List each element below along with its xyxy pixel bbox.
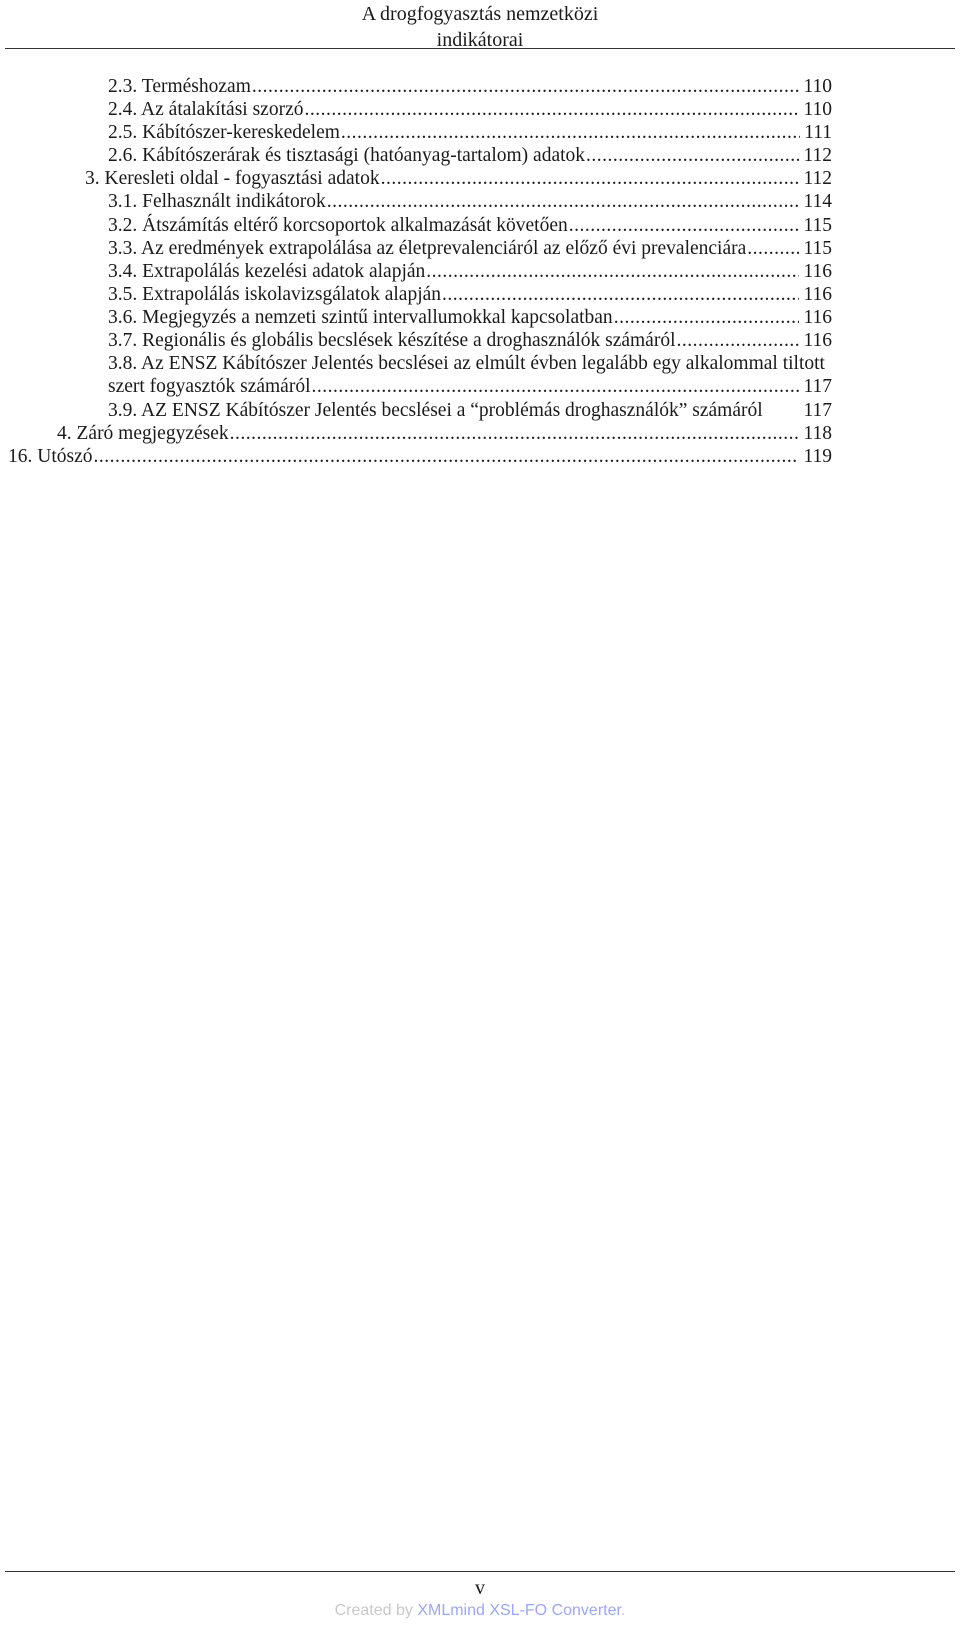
toc-leader-dots bbox=[426, 260, 799, 284]
toc-entry-title: 2.5. Kábítószer-kereskedelem bbox=[108, 122, 340, 143]
toc-leader-dots bbox=[230, 422, 800, 446]
footer-divider bbox=[5, 1571, 955, 1572]
toc-entry[interactable] bbox=[57, 422, 832, 446]
toc-entry-title: 3.1. Felhasznált indikátorok bbox=[108, 191, 326, 212]
toc-entry-page: 114 bbox=[803, 191, 832, 212]
toc-entry-title: 2.6. Kábítószerárak és tisztasági (hatóanyag-tartalom) adatok bbox=[108, 145, 586, 166]
toc-entry-title: 3.2. Átszámítás eltérő korcsoportok alkalmazását követően bbox=[108, 215, 568, 236]
toc-entry-page: 112 bbox=[803, 168, 832, 189]
toc-entry-page: 116 bbox=[803, 307, 832, 328]
running-header bbox=[0, 0, 960, 53]
toc-entry-title: 2.4. Az átalakítási szorzó bbox=[108, 99, 304, 120]
toc-entry-title: 3.5. Extrapolálás iskolavizsgálatok alapján bbox=[108, 284, 442, 305]
toc-leader-dots bbox=[94, 445, 800, 469]
toc-entry-continued[interactable] bbox=[108, 375, 832, 399]
toc-entry-page: 117 bbox=[803, 376, 832, 397]
toc-entry-page: 116 bbox=[803, 284, 832, 305]
toc-entry[interactable] bbox=[85, 167, 832, 191]
toc-leader-dots bbox=[586, 144, 799, 168]
toc-leader-dots bbox=[381, 167, 800, 191]
toc-entry[interactable] bbox=[108, 214, 832, 238]
toc-entry[interactable] bbox=[108, 237, 832, 261]
toc-entry-title: 3.3. Az eredmények extrapolálása az életprevalenciáról az előző évi prevalenciára bbox=[108, 238, 747, 259]
toc-entry-page: 110 bbox=[803, 76, 832, 97]
toc-entry-page: 115 bbox=[803, 215, 832, 236]
header-title-line1: A drogfogyasztás nemzetközi bbox=[361, 3, 599, 25]
toc-entry-page: 112 bbox=[803, 145, 832, 166]
toc-entry-page: 110 bbox=[803, 99, 832, 120]
toc-leader-dots bbox=[747, 237, 799, 261]
header-divider bbox=[5, 48, 955, 49]
toc-entry[interactable] bbox=[108, 98, 832, 122]
toc-entry-page: 117 bbox=[803, 400, 832, 421]
toc-leader-dots bbox=[327, 190, 800, 214]
toc-entry-title: 2.3. Terméshozam bbox=[108, 76, 251, 97]
credit-prefix: Created by bbox=[334, 1602, 418, 1619]
toc-entry[interactable] bbox=[108, 283, 832, 307]
toc-leader-dots bbox=[569, 214, 800, 238]
toc-entry-title-line2: szert fogyasztók számáról bbox=[108, 376, 311, 397]
toc-entry[interactable] bbox=[108, 75, 832, 99]
toc-entry-title-line1: 3.8. Az ENSZ Kábítószer Jelentés becslései az elmúlt évben legalább egy alkalommal tiltott bbox=[108, 353, 825, 374]
toc-leader-dots bbox=[312, 375, 800, 399]
toc-entry[interactable] bbox=[108, 352, 878, 376]
credit-link[interactable]: XMLmind XSL-FO Converter bbox=[417, 1602, 621, 1619]
toc-entry[interactable] bbox=[108, 306, 832, 330]
toc-entry[interactable] bbox=[108, 399, 832, 423]
toc-entry-page: 116 bbox=[803, 261, 832, 282]
toc-entry[interactable] bbox=[108, 121, 832, 145]
toc-leader-dots bbox=[614, 306, 800, 330]
toc-leader-dots bbox=[252, 75, 800, 99]
toc-entry-title: 16. Utószó bbox=[8, 446, 93, 467]
header-title-line2: indikátorai bbox=[436, 29, 524, 51]
toc-entry-title: 3.4. Extrapolálás kezelési adatok alapján bbox=[108, 261, 426, 282]
toc-entry-page: 119 bbox=[803, 446, 832, 467]
toc-entry-page: 115 bbox=[803, 238, 832, 259]
toc-entry-title: 3.9. AZ ENSZ Kábítószer Jelentés becslései a “problémás droghasználók” számáról bbox=[108, 400, 763, 421]
toc-leader-dots bbox=[341, 121, 800, 145]
toc-entry-title: 3.6. Megjegyzés a nemzeti szintű intervallumokkal kapcsolatban bbox=[108, 307, 613, 328]
toc-entry[interactable] bbox=[108, 190, 832, 214]
toc-entry[interactable] bbox=[108, 329, 832, 353]
toc-leader-dots bbox=[442, 283, 799, 307]
page-number: v bbox=[475, 1577, 485, 1599]
toc-entry-title: 3.7. Regionális és globális becslések készítése a droghasználók számáról bbox=[108, 330, 676, 351]
toc-entry-page: 116 bbox=[803, 330, 832, 351]
credit-suffix: . bbox=[620, 1602, 626, 1619]
toc-leader-dots bbox=[304, 98, 799, 122]
toc-entry-page: 118 bbox=[803, 423, 832, 444]
toc-entry-title: 4. Záró megjegyzések bbox=[57, 423, 229, 444]
toc-entry[interactable] bbox=[108, 144, 832, 168]
toc-entry-title: 3. Keresleti oldal - fogyasztási adatok bbox=[85, 168, 380, 189]
toc-entry-page: 111 bbox=[804, 122, 832, 143]
toc-entry[interactable] bbox=[8, 445, 832, 469]
toc-entry[interactable] bbox=[108, 260, 832, 284]
toc-leader-dots bbox=[677, 329, 800, 353]
converter-credit bbox=[0, 1601, 960, 1621]
